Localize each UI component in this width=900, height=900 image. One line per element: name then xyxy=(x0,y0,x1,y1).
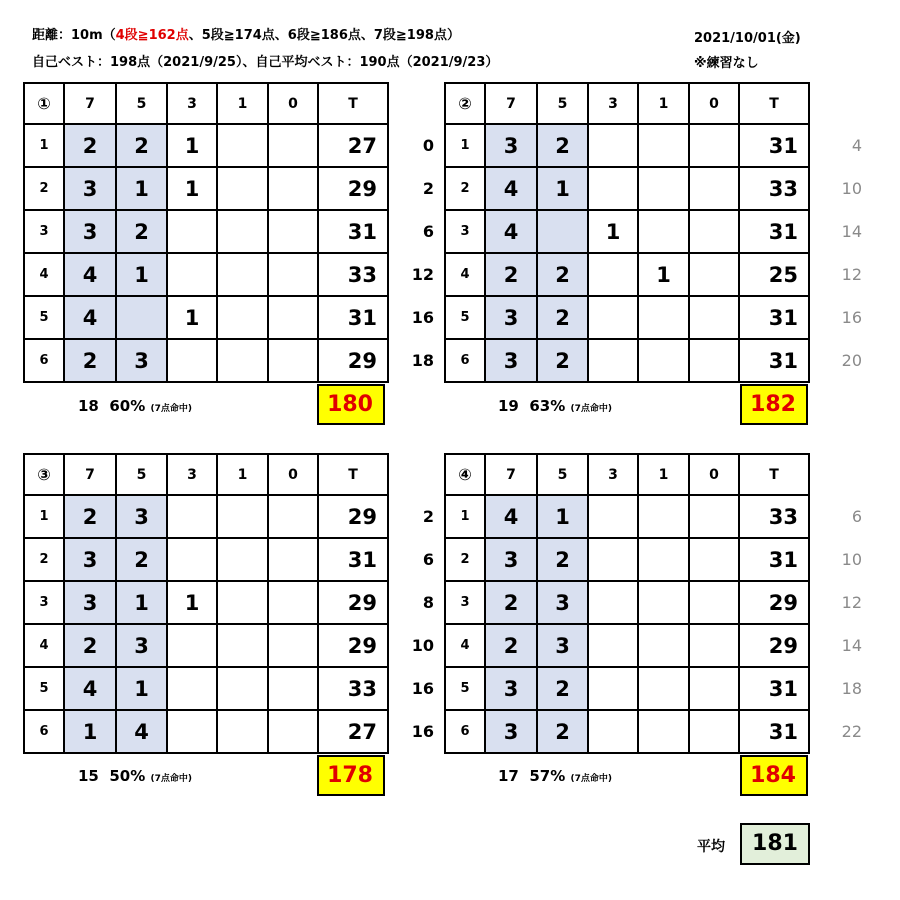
end-total: 31 xyxy=(739,124,809,167)
round-2-right-cum: 14 xyxy=(841,222,862,241)
count-7: 3 xyxy=(64,167,116,210)
count-1 xyxy=(217,581,268,624)
header-row xyxy=(445,83,809,124)
end-total: 33 xyxy=(318,253,388,296)
count-3 xyxy=(588,339,638,382)
end-number: 6 xyxy=(445,339,485,382)
header-row xyxy=(445,454,809,495)
table-row xyxy=(445,667,809,710)
round-2-table xyxy=(444,82,810,383)
round-4-left-cum: 10 xyxy=(411,636,434,655)
table-row xyxy=(24,124,388,167)
count-5: 2 xyxy=(537,667,588,710)
count-0 xyxy=(689,167,739,210)
table-row xyxy=(445,339,809,382)
count-1 xyxy=(217,667,268,710)
count-7: 4 xyxy=(485,167,537,210)
count-7: 2 xyxy=(485,581,537,624)
count-5: 2 xyxy=(537,124,588,167)
col-0-header: 0 xyxy=(268,83,318,124)
hit-percent: 50% xyxy=(109,767,146,785)
count-1: 1 xyxy=(638,253,689,296)
round-4-right-cum: 12 xyxy=(841,593,862,612)
hit-percent: 57% xyxy=(529,767,566,785)
count-0 xyxy=(689,253,739,296)
table-row xyxy=(24,667,388,710)
count-1 xyxy=(638,667,689,710)
count-5: 2 xyxy=(537,253,588,296)
count-0 xyxy=(268,624,318,667)
end-total: 31 xyxy=(318,210,388,253)
col-0-header: 0 xyxy=(689,83,739,124)
end-number: 2 xyxy=(445,167,485,210)
end-total: 31 xyxy=(739,210,809,253)
grade-thresholds: 、5段≧174点、6段≧186点、7段≧198点） xyxy=(188,28,460,43)
end-total: 29 xyxy=(318,167,388,210)
end-number: 5 xyxy=(24,667,64,710)
col-total-header: T xyxy=(739,454,809,495)
count-1 xyxy=(638,339,689,382)
round-4-table xyxy=(444,453,810,754)
end-number: 3 xyxy=(445,581,485,624)
hit-count: 15 xyxy=(78,767,99,785)
count-3 xyxy=(588,167,638,210)
count-1 xyxy=(217,495,268,538)
count-1 xyxy=(638,538,689,581)
col-7-header: 7 xyxy=(64,83,116,124)
count-0 xyxy=(268,710,318,753)
count-5: 2 xyxy=(116,210,167,253)
hit-count: 17 xyxy=(498,767,519,785)
end-total: 29 xyxy=(739,624,809,667)
count-3 xyxy=(588,495,638,538)
count-3 xyxy=(167,495,217,538)
count-5: 3 xyxy=(116,495,167,538)
count-0 xyxy=(689,124,739,167)
count-0 xyxy=(268,210,318,253)
count-0 xyxy=(268,124,318,167)
count-0 xyxy=(689,296,739,339)
header-row xyxy=(24,454,388,495)
round-2-hit-rate xyxy=(498,397,612,415)
count-0 xyxy=(268,581,318,624)
count-5: 1 xyxy=(116,667,167,710)
personal-best: 自己ベスト：198点（2021/9/25）、自己平均ベスト：190点（2021/9/23） xyxy=(32,55,499,70)
count-0 xyxy=(268,667,318,710)
end-number: 4 xyxy=(24,624,64,667)
end-number: 2 xyxy=(24,167,64,210)
end-total: 29 xyxy=(318,624,388,667)
table-row xyxy=(24,296,388,339)
count-5: 1 xyxy=(116,167,167,210)
end-number: 1 xyxy=(24,495,64,538)
count-1 xyxy=(638,210,689,253)
end-number: 6 xyxy=(445,710,485,753)
end-number: 4 xyxy=(24,253,64,296)
table-row xyxy=(24,538,388,581)
end-total: 31 xyxy=(739,296,809,339)
count-3 xyxy=(588,581,638,624)
round-2-left-cum: 16 xyxy=(411,308,434,327)
count-5: 4 xyxy=(116,710,167,753)
end-total: 31 xyxy=(318,296,388,339)
count-5 xyxy=(537,210,588,253)
count-7: 3 xyxy=(64,210,116,253)
col-1-header: 1 xyxy=(638,83,689,124)
count-7: 3 xyxy=(485,667,537,710)
count-5: 2 xyxy=(537,339,588,382)
round-2-total: 182 xyxy=(740,384,808,425)
round-2-right-cum: 16 xyxy=(841,308,862,327)
table-row xyxy=(445,167,809,210)
count-0 xyxy=(689,210,739,253)
count-1 xyxy=(638,167,689,210)
count-3 xyxy=(167,538,217,581)
hit-note: (7点命中) xyxy=(570,404,612,414)
count-3 xyxy=(588,667,638,710)
end-total: 27 xyxy=(318,710,388,753)
count-3 xyxy=(588,124,638,167)
count-3 xyxy=(588,710,638,753)
round-1-table xyxy=(23,82,389,383)
round-2-right-cum: 20 xyxy=(841,351,862,370)
count-0 xyxy=(268,296,318,339)
count-1 xyxy=(638,296,689,339)
count-1 xyxy=(217,167,268,210)
end-number: 6 xyxy=(24,710,64,753)
round-4-hit-rate xyxy=(498,767,612,785)
count-7: 2 xyxy=(64,124,116,167)
count-1 xyxy=(638,624,689,667)
count-3 xyxy=(167,253,217,296)
count-7: 4 xyxy=(485,210,537,253)
count-0 xyxy=(268,339,318,382)
count-7: 4 xyxy=(64,253,116,296)
count-1 xyxy=(217,339,268,382)
end-total: 29 xyxy=(318,339,388,382)
count-3: 1 xyxy=(588,210,638,253)
count-7: 3 xyxy=(485,124,537,167)
count-3: 1 xyxy=(167,124,217,167)
end-total: 29 xyxy=(739,581,809,624)
count-5: 2 xyxy=(116,538,167,581)
end-number: 6 xyxy=(24,339,64,382)
end-number: 4 xyxy=(445,624,485,667)
count-1 xyxy=(638,710,689,753)
round-1-hit-rate xyxy=(78,397,192,415)
end-total: 31 xyxy=(739,339,809,382)
round-4-right-cum: 10 xyxy=(841,550,862,569)
count-7: 4 xyxy=(64,667,116,710)
col-total-header: T xyxy=(318,83,388,124)
count-7: 2 xyxy=(64,624,116,667)
table-row xyxy=(445,210,809,253)
count-5: 1 xyxy=(537,167,588,210)
table-row xyxy=(445,581,809,624)
col-5-header: 5 xyxy=(116,83,167,124)
count-5: 2 xyxy=(116,124,167,167)
count-1 xyxy=(638,124,689,167)
round-4-right-cum: 22 xyxy=(841,722,862,741)
round-label: ③ xyxy=(24,454,64,495)
col-1-header: 1 xyxy=(638,454,689,495)
table-row xyxy=(445,495,809,538)
round-4-left-cum: 2 xyxy=(422,507,434,526)
end-number: 2 xyxy=(445,538,485,581)
grade-4-threshold: 4段≧162点 xyxy=(115,28,189,43)
round-4-right-cum: 18 xyxy=(841,679,862,698)
count-7: 3 xyxy=(64,538,116,581)
count-0 xyxy=(689,538,739,581)
count-3: 1 xyxy=(167,167,217,210)
count-5: 2 xyxy=(537,296,588,339)
count-3 xyxy=(588,253,638,296)
round-4-left-cum: 6 xyxy=(422,550,434,569)
col-total-header: T xyxy=(318,454,388,495)
end-total: 25 xyxy=(739,253,809,296)
table-row xyxy=(445,538,809,581)
col-3-header: 3 xyxy=(167,454,217,495)
round-2-right-cum: 4 xyxy=(851,136,862,155)
count-0 xyxy=(689,667,739,710)
end-total: 29 xyxy=(318,581,388,624)
end-total: 33 xyxy=(739,495,809,538)
count-1 xyxy=(217,210,268,253)
count-3 xyxy=(167,210,217,253)
round-2-left-cum: 12 xyxy=(411,265,434,284)
hit-note: (7点命中) xyxy=(150,774,192,784)
count-0 xyxy=(689,624,739,667)
count-7: 3 xyxy=(64,581,116,624)
count-3 xyxy=(167,667,217,710)
hit-percent: 60% xyxy=(109,397,146,415)
header-row xyxy=(24,83,388,124)
end-number: 3 xyxy=(24,210,64,253)
round-label: ② xyxy=(445,83,485,124)
count-5: 3 xyxy=(537,581,588,624)
end-number: 5 xyxy=(445,667,485,710)
col-0-header: 0 xyxy=(689,454,739,495)
round-4-right-cum: 14 xyxy=(841,636,862,655)
end-number: 3 xyxy=(445,210,485,253)
count-0 xyxy=(268,495,318,538)
round-2-left-cum: 0 xyxy=(422,136,434,155)
round-4-left-cum: 16 xyxy=(411,679,434,698)
count-5 xyxy=(116,296,167,339)
col-3-header: 3 xyxy=(167,83,217,124)
count-5: 3 xyxy=(537,624,588,667)
end-total: 33 xyxy=(739,167,809,210)
count-3 xyxy=(588,296,638,339)
round-2-right-cum: 12 xyxy=(841,265,862,284)
round-3-table xyxy=(23,453,389,754)
col-7-header: 7 xyxy=(485,454,537,495)
end-number: 5 xyxy=(24,296,64,339)
col-total-header: T xyxy=(739,83,809,124)
col-0-header: 0 xyxy=(268,454,318,495)
col-3-header: 3 xyxy=(588,454,638,495)
col-5-header: 5 xyxy=(116,454,167,495)
col-1-header: 1 xyxy=(217,454,268,495)
table-row xyxy=(445,124,809,167)
end-total: 33 xyxy=(318,667,388,710)
table-row xyxy=(24,710,388,753)
count-0 xyxy=(689,339,739,382)
count-7: 2 xyxy=(485,253,537,296)
end-number: 4 xyxy=(445,253,485,296)
col-7-header: 7 xyxy=(485,83,537,124)
count-7: 2 xyxy=(485,624,537,667)
round-4-left-cum: 8 xyxy=(422,593,434,612)
col-5-header: 5 xyxy=(537,454,588,495)
average-value: 181 xyxy=(740,823,810,865)
table-row xyxy=(24,339,388,382)
distance-prefix: 距離：10m（ xyxy=(32,28,116,43)
count-5: 2 xyxy=(537,710,588,753)
round-label: ④ xyxy=(445,454,485,495)
table-row xyxy=(24,167,388,210)
hit-percent: 63% xyxy=(529,397,566,415)
table-row xyxy=(445,253,809,296)
count-7: 2 xyxy=(64,495,116,538)
count-7: 1 xyxy=(64,710,116,753)
round-2-left-cum: 6 xyxy=(422,222,434,241)
hit-count: 19 xyxy=(498,397,519,415)
count-3 xyxy=(167,710,217,753)
count-7: 2 xyxy=(64,339,116,382)
col-1-header: 1 xyxy=(217,83,268,124)
session-date: 2021/10/01(金) xyxy=(694,31,801,46)
count-5: 2 xyxy=(537,538,588,581)
count-7: 4 xyxy=(64,296,116,339)
count-3 xyxy=(588,538,638,581)
count-7: 3 xyxy=(485,296,537,339)
distance-header xyxy=(32,24,460,43)
col-3-header: 3 xyxy=(588,83,638,124)
round-2-right-cum: 10 xyxy=(841,179,862,198)
count-1 xyxy=(217,253,268,296)
count-5: 3 xyxy=(116,624,167,667)
count-1 xyxy=(217,296,268,339)
round-4-total: 184 xyxy=(740,755,808,796)
count-0 xyxy=(268,538,318,581)
count-0 xyxy=(689,581,739,624)
hit-count: 18 xyxy=(78,397,99,415)
end-total: 31 xyxy=(739,538,809,581)
count-7: 3 xyxy=(485,339,537,382)
end-total: 31 xyxy=(739,667,809,710)
count-1 xyxy=(638,581,689,624)
average-label: 平均 xyxy=(697,839,725,855)
count-5: 1 xyxy=(116,581,167,624)
round-2-left-cum: 18 xyxy=(411,351,434,370)
hit-note: (7点命中) xyxy=(150,404,192,414)
end-number: 5 xyxy=(445,296,485,339)
hit-note: (7点命中) xyxy=(570,774,612,784)
round-1-total: 180 xyxy=(317,384,385,425)
round-label: ① xyxy=(24,83,64,124)
count-1 xyxy=(217,710,268,753)
count-7: 4 xyxy=(485,495,537,538)
count-5: 1 xyxy=(116,253,167,296)
end-total: 27 xyxy=(318,124,388,167)
end-total: 31 xyxy=(318,538,388,581)
count-5: 1 xyxy=(537,495,588,538)
count-3: 1 xyxy=(167,581,217,624)
round-3-total: 178 xyxy=(317,755,385,796)
end-number: 1 xyxy=(445,124,485,167)
table-row xyxy=(445,624,809,667)
end-number: 1 xyxy=(24,124,64,167)
table-row xyxy=(24,581,388,624)
count-1 xyxy=(638,495,689,538)
count-1 xyxy=(217,124,268,167)
end-total: 29 xyxy=(318,495,388,538)
count-0 xyxy=(689,495,739,538)
round-4-right-cum: 6 xyxy=(851,507,862,526)
count-7: 3 xyxy=(485,710,537,753)
col-5-header: 5 xyxy=(537,83,588,124)
count-7: 3 xyxy=(485,538,537,581)
end-number: 3 xyxy=(24,581,64,624)
count-1 xyxy=(217,538,268,581)
count-3 xyxy=(167,624,217,667)
session-note: ※練習なし xyxy=(694,56,759,71)
table-row xyxy=(445,710,809,753)
round-2-left-cum: 2 xyxy=(422,179,434,198)
table-row xyxy=(24,624,388,667)
table-row xyxy=(24,495,388,538)
table-row xyxy=(24,253,388,296)
count-0 xyxy=(268,253,318,296)
table-row xyxy=(24,210,388,253)
table-row xyxy=(445,296,809,339)
count-5: 3 xyxy=(116,339,167,382)
count-3 xyxy=(588,624,638,667)
count-0 xyxy=(268,167,318,210)
count-0 xyxy=(689,710,739,753)
end-number: 1 xyxy=(445,495,485,538)
col-7-header: 7 xyxy=(64,454,116,495)
round-4-left-cum: 16 xyxy=(411,722,434,741)
round-3-hit-rate xyxy=(78,767,192,785)
end-total: 31 xyxy=(739,710,809,753)
count-1 xyxy=(217,624,268,667)
end-number: 2 xyxy=(24,538,64,581)
count-3 xyxy=(167,339,217,382)
count-3: 1 xyxy=(167,296,217,339)
